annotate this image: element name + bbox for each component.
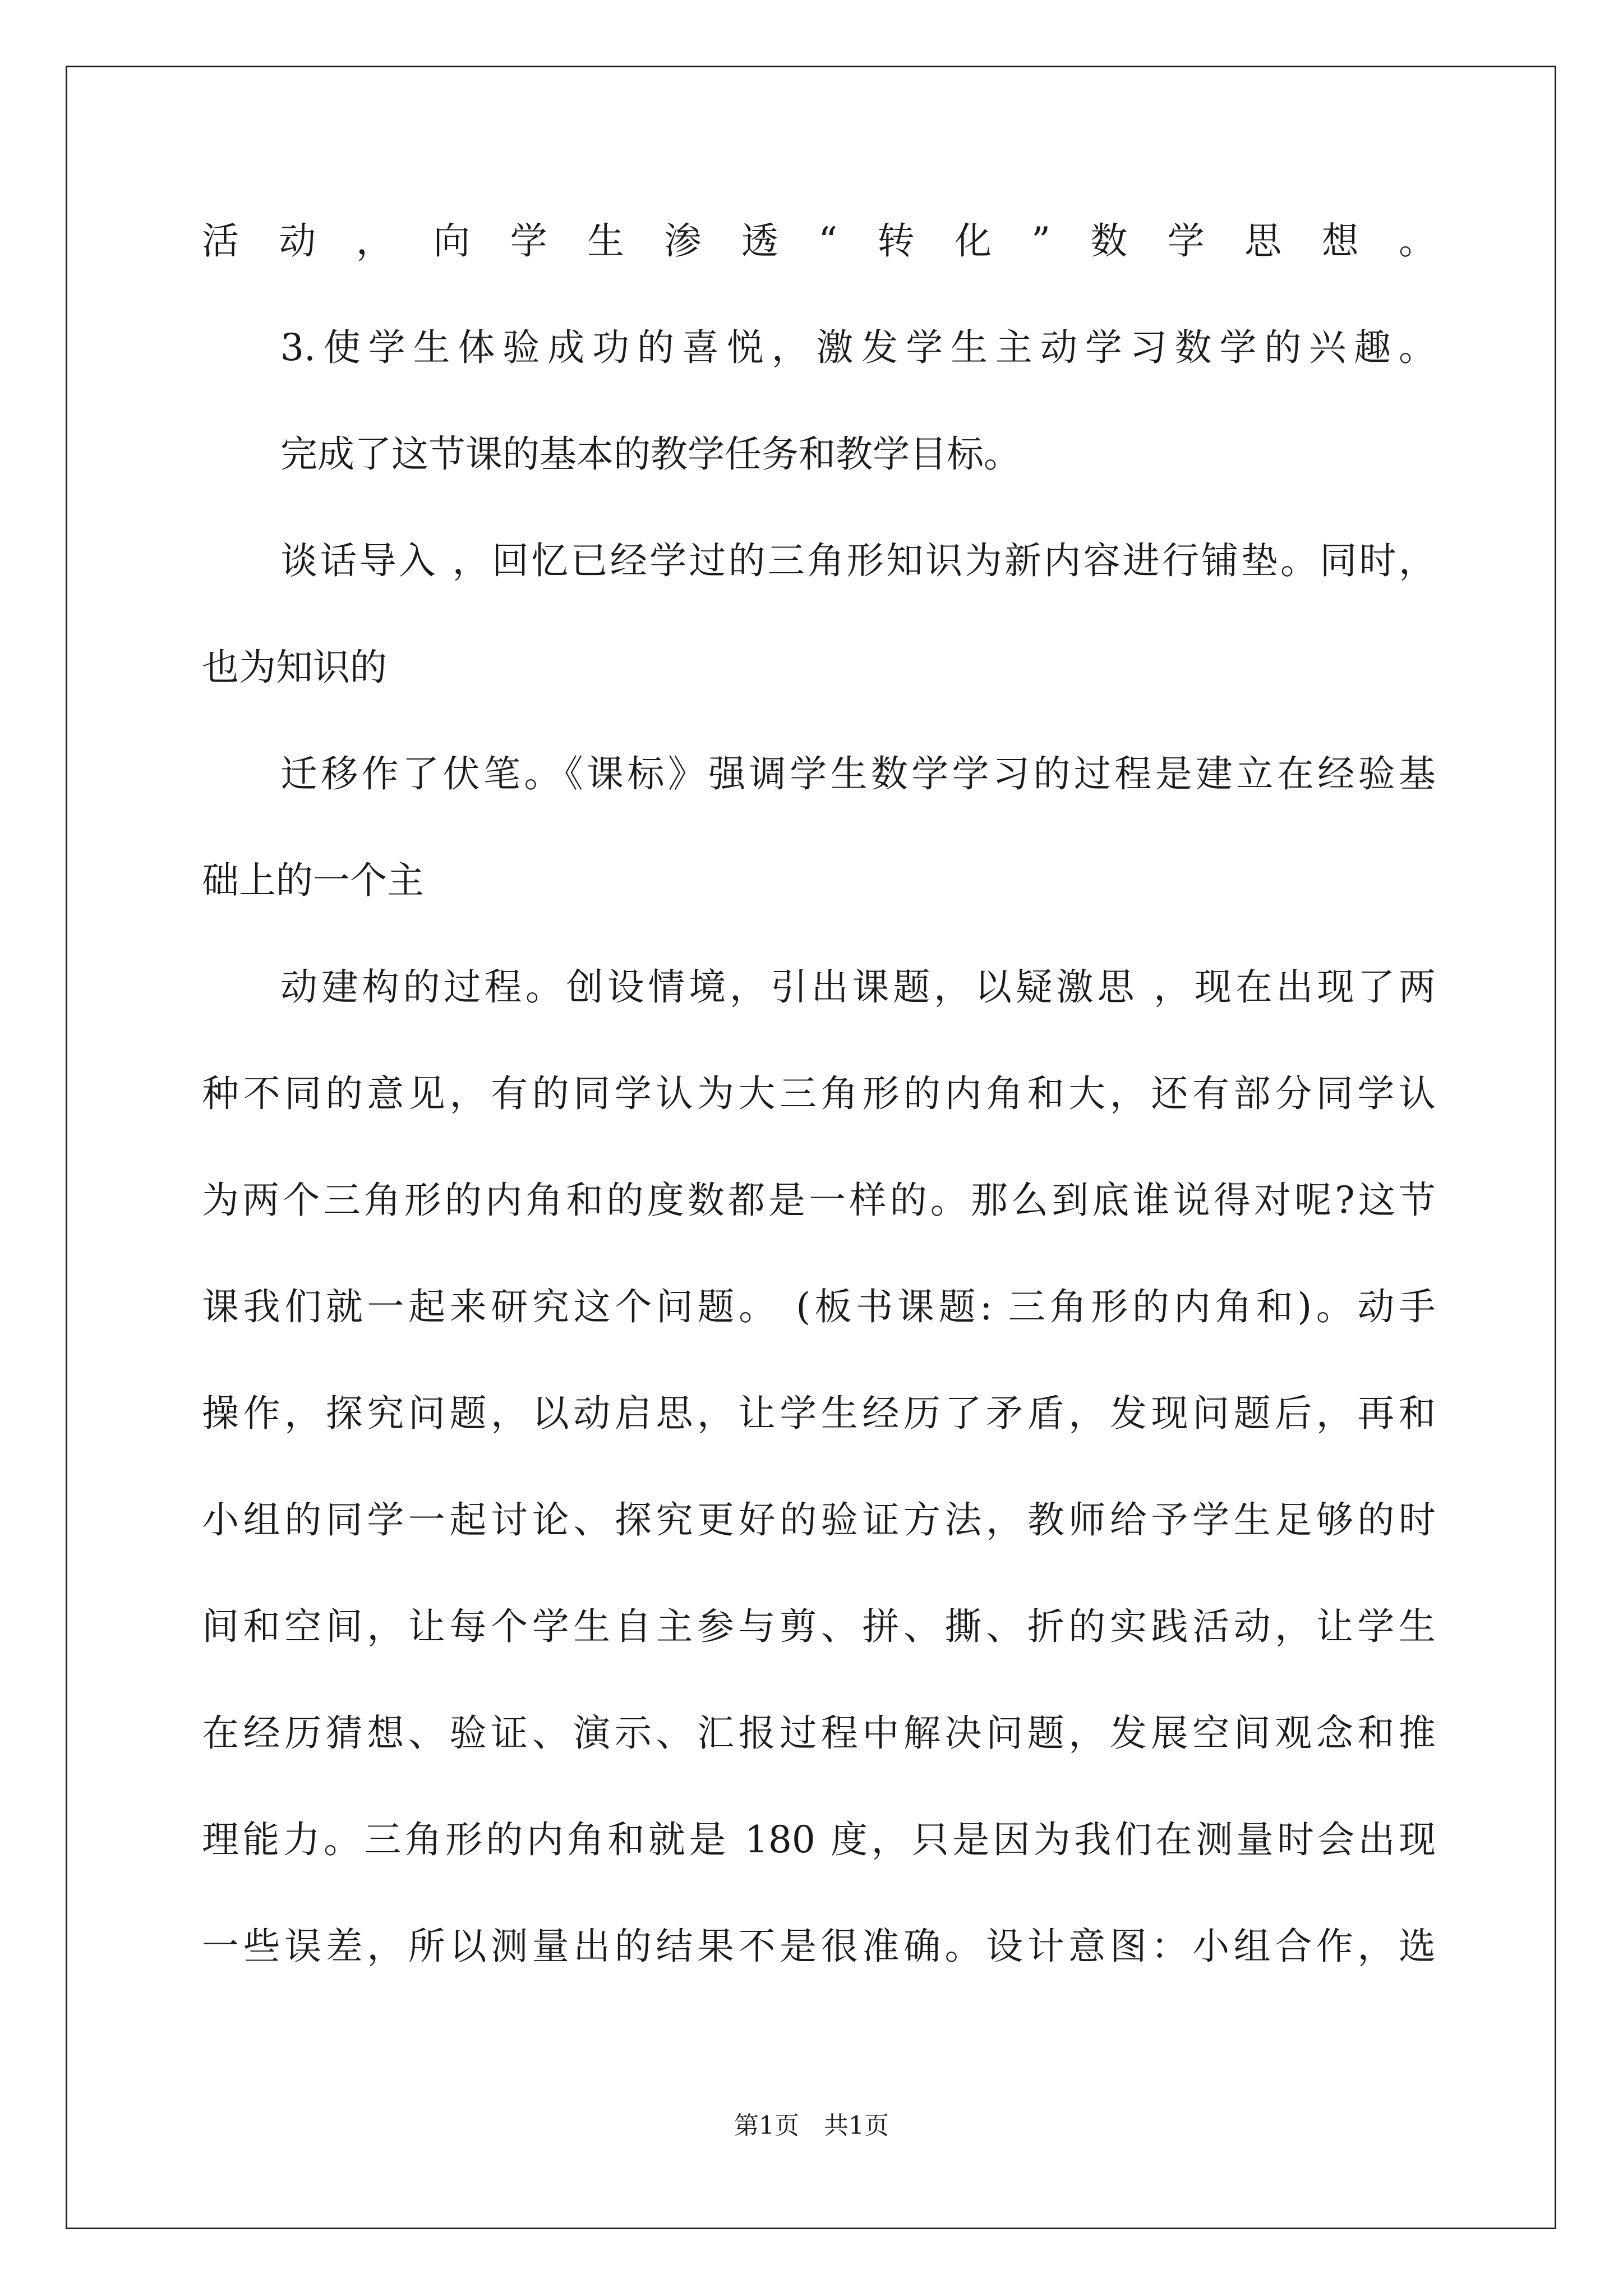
text-line: 础上的一个主 [202,859,424,902]
page-border [66,66,1556,2229]
text-line: 动建构的过程。创设情境，引出课题，以疑激思 ，现在出现了两 [280,965,1436,1009]
page-number: 第1页 共1页 [734,2111,889,2140]
text-line: 理能力。三角形的内角和就是 180 度，只是因为我们在测量时会出现 [202,1818,1436,1861]
text-line: 完成了这节课的基本的教学任务和教学目标。 [280,432,1021,476]
text-line: 操作，探究问题，以动启思，让学生经历了矛盾，发现问题后，再和 [202,1392,1436,1435]
text-line: 为两个三角形的内角和的度数都是一样的。那么到底谁说得对呢?这节 [202,1179,1436,1222]
text-line: 在经历猜想、验证、演示、汇报过程中解决问题，发展空间观念和推 [202,1711,1436,1755]
text-line: 一些误差，所以测量出的结果不是很准确。设计意图：小组合作，选 [202,1925,1436,1968]
text-line: 活动，向学生渗透“转化”数学思想。 [202,219,1436,263]
text-line: 迁移作了伏笔。《课标》强调学生数学学习的过程是建立在经验基 [280,752,1436,795]
text-line: 种不同的意见，有的同学认为大三角形的内角和大，还有部分同学认 [202,1072,1436,1115]
text-line: 间和空间，让每个学生自主参与剪、拼、撕、折的实践活动，让学生 [202,1605,1436,1648]
text-line: 也为知识的 [202,646,387,689]
text-line: 课我们就一起来研究这个问题。 (板书课题: 三角形的内角和)。动手 [202,1285,1436,1328]
text-line: 3.使学生体验成功的喜悦，激发学生主动学习数学的兴趣。 [280,326,1436,369]
text-line: 谈话导入 ，回忆已经学过的三角形知识为新内容进行铺垫。同时， [280,539,1436,582]
text-line: 小组的同学一起讨论、探究更好的验证方法，教师给予学生足够的时 [202,1498,1436,1542]
